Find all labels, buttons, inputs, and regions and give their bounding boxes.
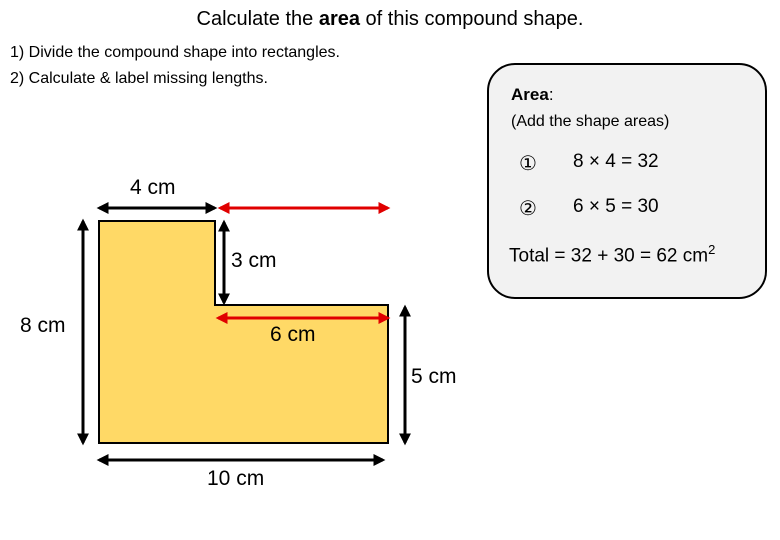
area-heading-word: Area xyxy=(511,85,549,104)
total-area-exponent: 2 xyxy=(708,242,716,257)
shape-2-calculation: 6 × 5 = 30 xyxy=(573,196,659,217)
label-step-height: 3 cm xyxy=(231,249,277,272)
instruction-divide: 1) Divide the compound shape into rectangles. xyxy=(10,44,340,61)
instruction-label-lengths: 2) Calculate & label missing lengths. xyxy=(10,70,268,87)
shape-2-marker: ② xyxy=(519,198,537,220)
title-bold-word: area xyxy=(318,8,360,30)
area-heading xyxy=(511,85,554,105)
area-heading-colon: : xyxy=(548,85,554,104)
area-calculation-box xyxy=(487,63,767,299)
label-top-left-width: 4 cm xyxy=(130,176,176,199)
total-area-text: Total = 32 + 30 = 62 cm xyxy=(509,245,709,267)
label-inner-width: 6 cm xyxy=(270,323,316,346)
label-left-height: 8 cm xyxy=(20,314,66,337)
title-prefix: Calculate the xyxy=(196,8,319,30)
label-bottom-width: 10 cm xyxy=(207,467,265,490)
area-subheading: (Add the shape areas) xyxy=(511,113,670,130)
total-area xyxy=(509,242,715,267)
label-right-height: 5 cm xyxy=(411,365,457,388)
title-suffix: of this compound shape. xyxy=(359,8,584,30)
shape-1-calculation: 8 × 4 = 32 xyxy=(573,151,659,172)
shape-1-marker: ① xyxy=(519,153,537,175)
